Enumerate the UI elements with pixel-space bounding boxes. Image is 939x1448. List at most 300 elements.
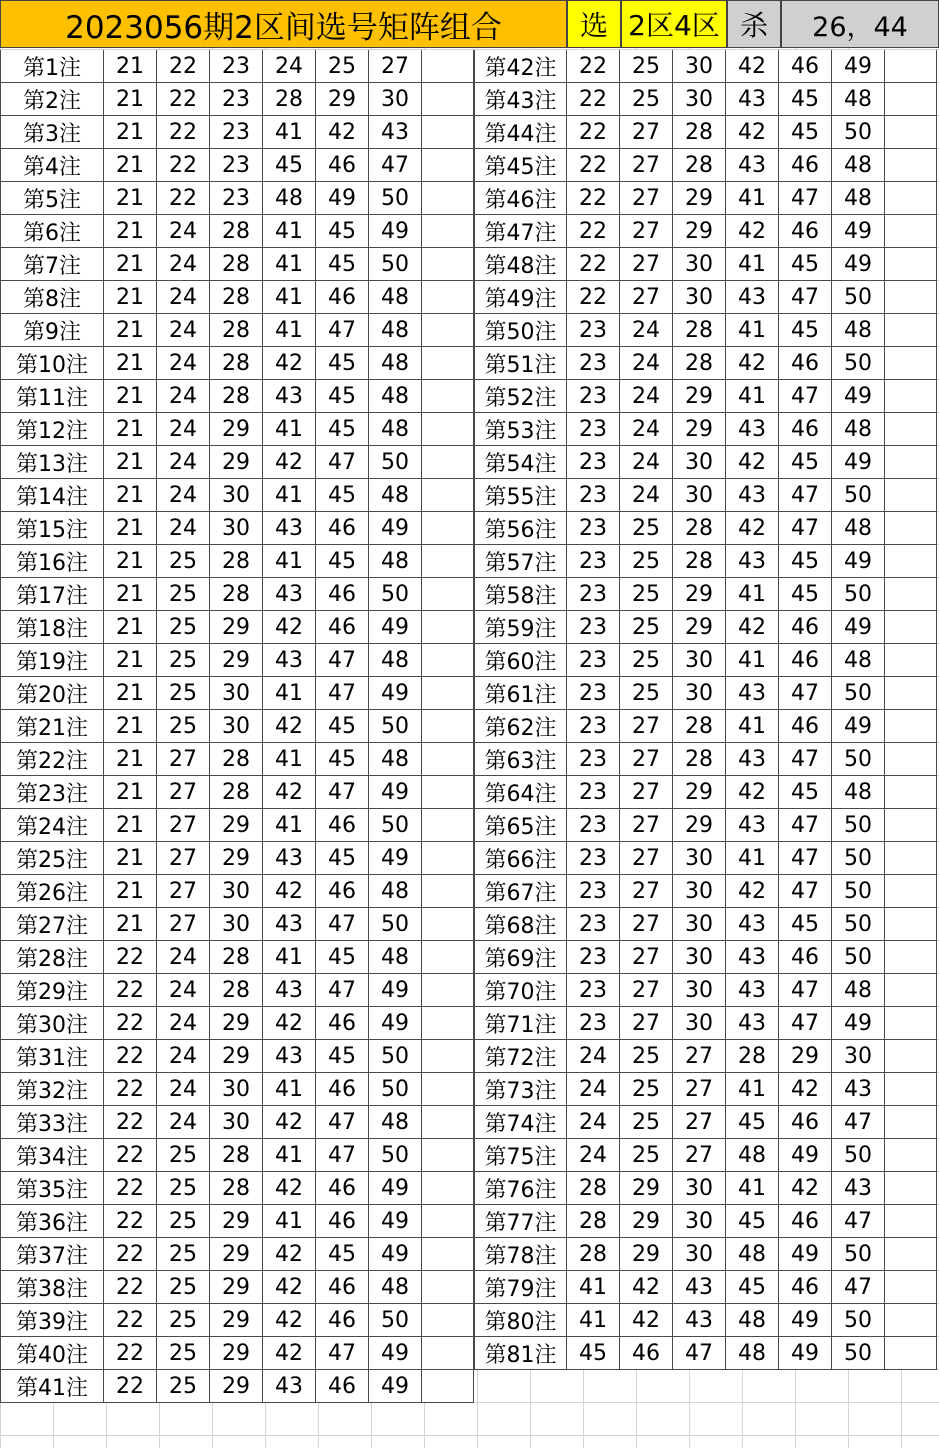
number-cell[interactable]: 48 [726, 1238, 779, 1271]
row-label[interactable]: 第29注 [0, 974, 104, 1007]
number-cell[interactable]: 30 [673, 677, 726, 710]
number-cell[interactable]: 47 [779, 512, 832, 545]
number-cell[interactable]: 49 [369, 1007, 422, 1040]
number-cell[interactable]: 49 [369, 611, 422, 644]
number-cell[interactable]: 29 [210, 1337, 263, 1370]
number-cell[interactable]: 29 [316, 83, 369, 116]
row-label[interactable]: 第37注 [0, 1238, 104, 1271]
number-cell[interactable]: 49 [369, 974, 422, 1007]
number-cell[interactable]: 43 [263, 1040, 316, 1073]
number-cell[interactable]: 28 [210, 545, 263, 578]
number-cell[interactable]: 23 [567, 974, 620, 1007]
number-cell[interactable]: 42 [726, 347, 779, 380]
number-cell[interactable]: 50 [832, 908, 885, 941]
number-cell[interactable]: 25 [620, 83, 673, 116]
number-cell[interactable]: 22 [567, 50, 620, 83]
number-cell[interactable]: 43 [726, 83, 779, 116]
number-cell[interactable]: 46 [316, 1370, 369, 1403]
number-cell[interactable]: 22 [104, 1040, 157, 1073]
number-cell[interactable]: 23 [567, 809, 620, 842]
row-label[interactable]: 第65注 [474, 809, 567, 842]
number-cell[interactable]: 43 [263, 512, 316, 545]
number-cell[interactable]: 30 [673, 875, 726, 908]
number-cell[interactable]: 27 [620, 182, 673, 215]
empty-cell[interactable] [422, 1205, 474, 1238]
number-cell[interactable]: 49 [832, 611, 885, 644]
empty-cell[interactable] [885, 182, 937, 215]
number-cell[interactable]: 46 [779, 1271, 832, 1304]
number-cell[interactable]: 28 [567, 1172, 620, 1205]
number-cell[interactable]: 45 [779, 545, 832, 578]
number-cell[interactable]: 24 [620, 413, 673, 446]
number-cell[interactable]: 27 [620, 776, 673, 809]
number-cell[interactable]: 50 [369, 710, 422, 743]
empty-cell[interactable] [422, 512, 474, 545]
number-cell[interactable]: 45 [567, 1337, 620, 1370]
row-label[interactable]: 第45注 [474, 149, 567, 182]
number-cell[interactable]: 27 [620, 281, 673, 314]
number-cell[interactable]: 41 [567, 1304, 620, 1337]
number-cell[interactable]: 22 [104, 1370, 157, 1403]
row-label[interactable]: 第75注 [474, 1139, 567, 1172]
number-cell[interactable]: 22 [567, 182, 620, 215]
number-cell[interactable]: 23 [567, 908, 620, 941]
number-cell[interactable]: 49 [832, 1007, 885, 1040]
number-cell[interactable]: 48 [369, 1106, 422, 1139]
number-cell[interactable]: 49 [369, 1238, 422, 1271]
row-label[interactable]: 第9注 [0, 314, 104, 347]
number-cell[interactable]: 28 [210, 248, 263, 281]
number-cell[interactable]: 27 [620, 1007, 673, 1040]
empty-cell[interactable] [422, 281, 474, 314]
number-cell[interactable]: 30 [673, 1205, 726, 1238]
number-cell[interactable]: 27 [673, 1106, 726, 1139]
number-cell[interactable]: 27 [673, 1139, 726, 1172]
empty-cell[interactable] [885, 1205, 937, 1238]
number-cell[interactable]: 45 [316, 215, 369, 248]
number-cell[interactable]: 30 [673, 974, 726, 1007]
number-cell[interactable]: 21 [104, 479, 157, 512]
number-cell[interactable]: 22 [157, 83, 210, 116]
number-cell[interactable]: 28 [210, 743, 263, 776]
number-cell[interactable]: 41 [726, 644, 779, 677]
number-cell[interactable]: 46 [316, 1271, 369, 1304]
empty-cell[interactable] [422, 545, 474, 578]
number-cell[interactable]: 47 [779, 743, 832, 776]
number-cell[interactable]: 27 [369, 50, 422, 83]
empty-cell[interactable] [885, 1073, 937, 1106]
empty-cell[interactable] [422, 1370, 474, 1403]
number-cell[interactable]: 45 [316, 479, 369, 512]
number-cell[interactable]: 21 [104, 215, 157, 248]
number-cell[interactable]: 29 [779, 1040, 832, 1073]
number-cell[interactable]: 28 [210, 776, 263, 809]
row-label[interactable]: 第43注 [474, 83, 567, 116]
number-cell[interactable]: 42 [316, 116, 369, 149]
number-cell[interactable]: 48 [726, 1139, 779, 1172]
row-label[interactable]: 第52注 [474, 380, 567, 413]
number-cell[interactable]: 29 [210, 842, 263, 875]
number-cell[interactable]: 24 [157, 1073, 210, 1106]
row-label[interactable]: 第7注 [0, 248, 104, 281]
number-cell[interactable]: 43 [726, 479, 779, 512]
number-cell[interactable]: 46 [779, 149, 832, 182]
number-cell[interactable]: 46 [316, 611, 369, 644]
number-cell[interactable]: 45 [316, 941, 369, 974]
number-cell[interactable]: 25 [157, 611, 210, 644]
row-label[interactable]: 第49注 [474, 281, 567, 314]
number-cell[interactable]: 27 [620, 908, 673, 941]
number-cell[interactable]: 30 [673, 1238, 726, 1271]
empty-cell[interactable] [422, 215, 474, 248]
row-label[interactable]: 第46注 [474, 182, 567, 215]
number-cell[interactable]: 46 [779, 347, 832, 380]
empty-cell[interactable] [422, 941, 474, 974]
number-cell[interactable]: 25 [157, 677, 210, 710]
number-cell[interactable]: 41 [726, 182, 779, 215]
number-cell[interactable]: 24 [157, 413, 210, 446]
number-cell[interactable]: 23 [567, 479, 620, 512]
number-cell[interactable]: 25 [316, 50, 369, 83]
number-cell[interactable]: 23 [567, 413, 620, 446]
row-label[interactable]: 第12注 [0, 413, 104, 446]
empty-cell[interactable] [885, 710, 937, 743]
number-cell[interactable]: 48 [369, 347, 422, 380]
number-cell[interactable]: 41 [263, 314, 316, 347]
empty-cell[interactable] [422, 1040, 474, 1073]
number-cell[interactable]: 30 [673, 644, 726, 677]
number-cell[interactable]: 24 [157, 347, 210, 380]
number-cell[interactable]: 43 [263, 644, 316, 677]
number-cell[interactable]: 43 [726, 1007, 779, 1040]
number-cell[interactable]: 22 [157, 50, 210, 83]
number-cell[interactable]: 47 [779, 842, 832, 875]
number-cell[interactable]: 45 [779, 314, 832, 347]
row-label[interactable]: 第22注 [0, 743, 104, 776]
number-cell[interactable]: 27 [620, 875, 673, 908]
number-cell[interactable]: 22 [104, 1337, 157, 1370]
number-cell[interactable]: 49 [369, 1172, 422, 1205]
number-cell[interactable]: 29 [673, 215, 726, 248]
number-cell[interactable]: 49 [369, 1337, 422, 1370]
empty-cell[interactable] [422, 314, 474, 347]
number-cell[interactable]: 30 [673, 908, 726, 941]
row-label[interactable]: 第69注 [474, 941, 567, 974]
number-cell[interactable]: 25 [620, 677, 673, 710]
number-cell[interactable]: 30 [673, 1172, 726, 1205]
number-cell[interactable]: 42 [620, 1271, 673, 1304]
row-label[interactable]: 第55注 [474, 479, 567, 512]
number-cell[interactable]: 47 [779, 281, 832, 314]
number-cell[interactable]: 24 [157, 248, 210, 281]
number-cell[interactable]: 24 [567, 1073, 620, 1106]
number-cell[interactable]: 29 [673, 776, 726, 809]
number-cell[interactable]: 30 [673, 1007, 726, 1040]
number-cell[interactable]: 30 [210, 908, 263, 941]
row-label[interactable]: 第68注 [474, 908, 567, 941]
empty-cell[interactable] [422, 446, 474, 479]
row-label[interactable]: 第79注 [474, 1271, 567, 1304]
number-cell[interactable]: 30 [210, 1106, 263, 1139]
number-cell[interactable]: 24 [157, 1007, 210, 1040]
number-cell[interactable]: 24 [620, 380, 673, 413]
number-cell[interactable]: 45 [779, 83, 832, 116]
empty-cell[interactable] [885, 677, 937, 710]
row-label[interactable]: 第31注 [0, 1040, 104, 1073]
number-cell[interactable]: 41 [726, 1073, 779, 1106]
number-cell[interactable]: 27 [157, 908, 210, 941]
row-label[interactable]: 第21注 [0, 710, 104, 743]
number-cell[interactable]: 21 [104, 842, 157, 875]
number-cell[interactable]: 42 [263, 1106, 316, 1139]
empty-cell[interactable] [422, 1238, 474, 1271]
empty-cell[interactable] [422, 248, 474, 281]
number-cell[interactable]: 43 [832, 1073, 885, 1106]
row-label[interactable]: 第66注 [474, 842, 567, 875]
empty-cell[interactable] [422, 809, 474, 842]
number-cell[interactable]: 47 [779, 479, 832, 512]
number-cell[interactable]: 28 [673, 347, 726, 380]
number-cell[interactable]: 27 [620, 149, 673, 182]
number-cell[interactable]: 50 [369, 908, 422, 941]
number-cell[interactable]: 45 [316, 248, 369, 281]
number-cell[interactable]: 25 [620, 512, 673, 545]
number-cell[interactable]: 47 [316, 974, 369, 1007]
number-cell[interactable]: 41 [263, 479, 316, 512]
row-label[interactable]: 第3注 [0, 116, 104, 149]
number-cell[interactable]: 25 [157, 1172, 210, 1205]
number-cell[interactable]: 24 [157, 1106, 210, 1139]
empty-cell[interactable] [885, 1337, 937, 1370]
number-cell[interactable]: 46 [316, 512, 369, 545]
row-label[interactable]: 第25注 [0, 842, 104, 875]
number-cell[interactable]: 30 [369, 83, 422, 116]
number-cell[interactable]: 50 [832, 116, 885, 149]
empty-cell[interactable] [885, 875, 937, 908]
number-cell[interactable]: 50 [369, 1073, 422, 1106]
number-cell[interactable]: 46 [779, 1106, 832, 1139]
empty-cell[interactable] [885, 281, 937, 314]
number-cell[interactable]: 45 [263, 149, 316, 182]
row-label[interactable]: 第18注 [0, 611, 104, 644]
empty-cell[interactable] [885, 512, 937, 545]
number-cell[interactable]: 41 [726, 842, 779, 875]
number-cell[interactable]: 22 [104, 1304, 157, 1337]
number-cell[interactable]: 23 [567, 314, 620, 347]
empty-cell[interactable] [885, 644, 937, 677]
number-cell[interactable]: 50 [369, 578, 422, 611]
number-cell[interactable]: 29 [673, 611, 726, 644]
number-cell[interactable]: 43 [726, 908, 779, 941]
number-cell[interactable]: 22 [104, 1073, 157, 1106]
number-cell[interactable]: 30 [210, 710, 263, 743]
number-cell[interactable]: 22 [157, 149, 210, 182]
row-label[interactable]: 第53注 [474, 413, 567, 446]
number-cell[interactable]: 21 [104, 149, 157, 182]
number-cell[interactable]: 45 [779, 116, 832, 149]
empty-cell[interactable] [422, 1271, 474, 1304]
number-cell[interactable]: 47 [779, 974, 832, 1007]
empty-cell[interactable] [885, 1007, 937, 1040]
number-cell[interactable]: 50 [832, 1337, 885, 1370]
number-cell[interactable]: 50 [832, 479, 885, 512]
row-label[interactable]: 第2注 [0, 83, 104, 116]
row-label[interactable]: 第80注 [474, 1304, 567, 1337]
number-cell[interactable]: 28 [673, 149, 726, 182]
number-cell[interactable]: 24 [620, 314, 673, 347]
number-cell[interactable]: 30 [210, 875, 263, 908]
number-cell[interactable]: 45 [316, 842, 369, 875]
number-cell[interactable]: 23 [210, 149, 263, 182]
row-label[interactable]: 第42注 [474, 50, 567, 83]
number-cell[interactable]: 42 [263, 710, 316, 743]
number-cell[interactable]: 42 [263, 611, 316, 644]
number-cell[interactable]: 27 [620, 248, 673, 281]
row-label[interactable]: 第81注 [474, 1337, 567, 1370]
row-label[interactable]: 第73注 [474, 1073, 567, 1106]
number-cell[interactable]: 23 [210, 50, 263, 83]
row-label[interactable]: 第57注 [474, 545, 567, 578]
number-cell[interactable]: 42 [263, 446, 316, 479]
number-cell[interactable]: 41 [726, 1172, 779, 1205]
number-cell[interactable]: 46 [316, 149, 369, 182]
empty-cell[interactable] [885, 1040, 937, 1073]
number-cell[interactable]: 42 [779, 1073, 832, 1106]
number-cell[interactable]: 22 [104, 941, 157, 974]
number-cell[interactable]: 24 [157, 974, 210, 1007]
empty-cell[interactable] [885, 1106, 937, 1139]
number-cell[interactable]: 42 [726, 215, 779, 248]
number-cell[interactable]: 25 [157, 1139, 210, 1172]
number-cell[interactable]: 42 [620, 1304, 673, 1337]
empty-cell[interactable] [885, 347, 937, 380]
number-cell[interactable]: 50 [832, 842, 885, 875]
number-cell[interactable]: 28 [567, 1205, 620, 1238]
number-cell[interactable]: 25 [620, 1106, 673, 1139]
number-cell[interactable]: 22 [104, 1271, 157, 1304]
empty-cell[interactable] [422, 743, 474, 776]
number-cell[interactable]: 47 [316, 446, 369, 479]
number-cell[interactable]: 45 [316, 347, 369, 380]
number-cell[interactable]: 43 [726, 974, 779, 1007]
number-cell[interactable]: 42 [726, 446, 779, 479]
number-cell[interactable]: 41 [263, 413, 316, 446]
empty-cell[interactable] [885, 1304, 937, 1337]
row-label[interactable]: 第5注 [0, 182, 104, 215]
number-cell[interactable]: 47 [779, 1007, 832, 1040]
number-cell[interactable]: 42 [726, 776, 779, 809]
number-cell[interactable]: 42 [726, 875, 779, 908]
number-cell[interactable]: 21 [104, 446, 157, 479]
number-cell[interactable]: 25 [157, 1271, 210, 1304]
number-cell[interactable]: 29 [210, 446, 263, 479]
number-cell[interactable]: 43 [726, 281, 779, 314]
number-cell[interactable]: 24 [620, 347, 673, 380]
number-cell[interactable]: 49 [832, 248, 885, 281]
number-cell[interactable]: 24 [620, 446, 673, 479]
number-cell[interactable]: 49 [369, 215, 422, 248]
number-cell[interactable]: 49 [369, 1370, 422, 1403]
number-cell[interactable]: 28 [673, 116, 726, 149]
number-cell[interactable]: 21 [104, 182, 157, 215]
row-label[interactable]: 第51注 [474, 347, 567, 380]
number-cell[interactable]: 47 [832, 1271, 885, 1304]
row-label[interactable]: 第4注 [0, 149, 104, 182]
row-label[interactable]: 第41注 [0, 1370, 104, 1403]
number-cell[interactable]: 22 [157, 182, 210, 215]
number-cell[interactable]: 50 [832, 941, 885, 974]
number-cell[interactable]: 21 [104, 347, 157, 380]
number-cell[interactable]: 41 [263, 1139, 316, 1172]
number-cell[interactable]: 46 [316, 1073, 369, 1106]
number-cell[interactable]: 21 [104, 512, 157, 545]
number-cell[interactable]: 25 [157, 710, 210, 743]
number-cell[interactable]: 28 [210, 974, 263, 1007]
number-cell[interactable]: 23 [567, 611, 620, 644]
row-label[interactable]: 第19注 [0, 644, 104, 677]
number-cell[interactable]: 24 [157, 215, 210, 248]
number-cell[interactable]: 27 [157, 809, 210, 842]
number-cell[interactable]: 27 [620, 116, 673, 149]
number-cell[interactable]: 27 [157, 875, 210, 908]
number-cell[interactable]: 46 [316, 1205, 369, 1238]
number-cell[interactable]: 27 [620, 941, 673, 974]
row-label[interactable]: 第6注 [0, 215, 104, 248]
number-cell[interactable]: 43 [726, 809, 779, 842]
number-cell[interactable]: 23 [210, 116, 263, 149]
number-cell[interactable]: 21 [104, 50, 157, 83]
number-cell[interactable]: 43 [726, 149, 779, 182]
number-cell[interactable]: 47 [316, 908, 369, 941]
number-cell[interactable]: 50 [832, 1139, 885, 1172]
number-cell[interactable]: 27 [673, 1073, 726, 1106]
number-cell[interactable]: 50 [832, 743, 885, 776]
number-cell[interactable]: 28 [673, 710, 726, 743]
number-cell[interactable]: 21 [104, 809, 157, 842]
number-cell[interactable]: 42 [726, 116, 779, 149]
number-cell[interactable]: 28 [263, 83, 316, 116]
number-cell[interactable]: 21 [104, 281, 157, 314]
number-cell[interactable]: 49 [779, 1304, 832, 1337]
number-cell[interactable]: 30 [832, 1040, 885, 1073]
number-cell[interactable]: 24 [567, 1040, 620, 1073]
number-cell[interactable]: 23 [567, 578, 620, 611]
number-cell[interactable]: 23 [567, 446, 620, 479]
number-cell[interactable]: 46 [779, 644, 832, 677]
number-cell[interactable]: 45 [316, 743, 369, 776]
number-cell[interactable]: 45 [779, 446, 832, 479]
number-cell[interactable]: 46 [779, 611, 832, 644]
number-cell[interactable]: 30 [210, 479, 263, 512]
number-cell[interactable]: 28 [210, 380, 263, 413]
number-cell[interactable]: 46 [779, 413, 832, 446]
number-cell[interactable]: 43 [726, 743, 779, 776]
number-cell[interactable]: 50 [832, 281, 885, 314]
number-cell[interactable]: 30 [210, 512, 263, 545]
number-cell[interactable]: 50 [369, 1139, 422, 1172]
number-cell[interactable]: 45 [726, 1205, 779, 1238]
empty-cell[interactable] [885, 1139, 937, 1172]
number-cell[interactable]: 43 [673, 1271, 726, 1304]
number-cell[interactable]: 46 [316, 578, 369, 611]
empty-cell[interactable] [422, 1172, 474, 1205]
number-cell[interactable]: 27 [620, 743, 673, 776]
number-cell[interactable]: 24 [157, 479, 210, 512]
number-cell[interactable]: 22 [104, 974, 157, 1007]
number-cell[interactable]: 42 [726, 611, 779, 644]
empty-cell[interactable] [885, 842, 937, 875]
number-cell[interactable]: 45 [316, 1040, 369, 1073]
